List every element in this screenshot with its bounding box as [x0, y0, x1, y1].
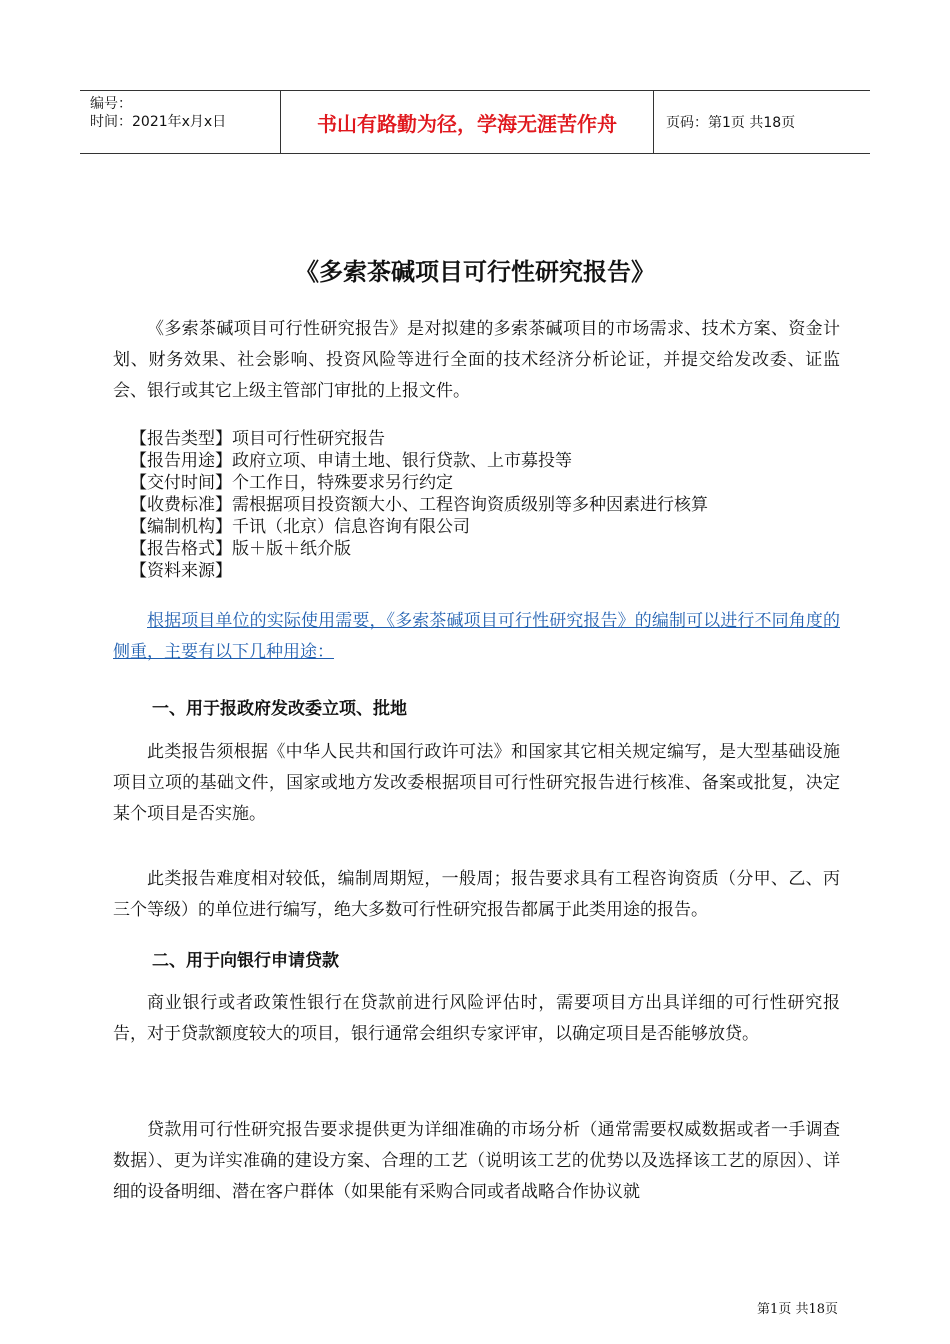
header-motto: 书山有路勤为径，学海无涯苦作舟: [280, 91, 654, 153]
document-title: 《多索茶碱项目可行性研究报告》: [295, 257, 655, 286]
report-meta-list: [130, 428, 708, 582]
page-footer: 第1页 共18页: [757, 1302, 838, 1317]
meta-report-type: 【报告类型】项目可行性研究报告: [130, 429, 385, 449]
meta-report-format: 【报告格式】版＋版＋纸介版: [130, 539, 351, 559]
meta-report-usage: 【报告用途】政府立项、申请土地、银行贷款、上市募投等: [130, 451, 572, 471]
usage-link-paragraph[interactable]: 根据项目单位的实际使用需要，《多索茶碱项目可行性研究报告》的编制可以进行不同角度的侧重，主要有以下几种用途：: [113, 611, 840, 662]
section-heading-1: 一、用于报政府发改委立项、批地: [152, 699, 407, 719]
meta-fee-standard: 【收费标准】需根据项目投资额大小、工程咨询资质级别等多种因素进行核算: [130, 495, 708, 515]
meta-data-source: 【资料来源】: [130, 561, 232, 581]
document-date: 时间：2021年x月x日: [90, 114, 227, 130]
header-info: [80, 91, 280, 153]
section-heading-2: 二、用于向银行申请贷款: [152, 951, 339, 971]
intro-paragraph: 《多索茶碱项目可行性研究报告》是对拟建的多索茶碱项目的市场需求、技术方案、资金计划、财务效果、社会影响、投资风险等进行全面的技术经济分析论证，并提交给发改委、证监会、银行或其它上级主管部门审批的上报文件。: [113, 319, 840, 401]
meta-delivery-time: 【交付时间】个工作日，特殊要求另行约定: [130, 473, 453, 493]
section2-paragraph-2: 贷款用可行性研究报告要求提供更为详细准确的市场分析（通常需要权威数据或者一手调查数据）、更为详实准确的建设方案、合理的工艺（说明该工艺的优势以及选择该工艺的原因）、详细的设备明细、潜在客户群体（如果能有采购合同或者战略合作协议就: [113, 1120, 840, 1202]
header-page-number: 页码：第1页 共18页: [666, 115, 796, 131]
page-header: [80, 90, 870, 154]
meta-organization: 【编制机构】千讯（北京）信息咨询有限公司: [130, 517, 470, 537]
section2-paragraph-1: 商业银行或者政策性银行在贷款前进行风险评估时，需要项目方出具详细的可行性研究报告，对于贷款额度较大的项目，银行通常会组织专家评审，以确定项目是否能够放贷。: [113, 993, 840, 1044]
section1-paragraph-2: 此类报告难度相对较低，编制周期短，一般周；报告要求具有工程咨询资质（分甲、乙、丙三个等级）的单位进行编写，绝大多数可行性研究报告都属于此类用途的报告。: [113, 869, 840, 920]
document-number-label: 编号：: [90, 96, 132, 112]
section1-paragraph-1: 此类报告须根据《中华人民共和国行政许可法》和国家其它相关规定编写，是大型基础设施项目立项的基础文件，国家或地方发改委根据项目可行性研究报告进行核准、备案或批复，决定某个项目是否实施。: [113, 742, 840, 824]
